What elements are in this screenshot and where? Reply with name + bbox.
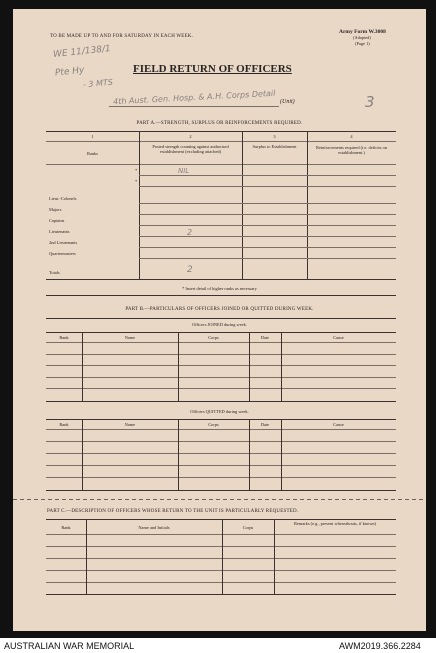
col-header-posted: Posted strength counting against authorised establishment (excluding attached) <box>152 144 229 154</box>
col-header-ranks: Ranks <box>87 151 98 156</box>
part-c-col-corps: Corps <box>242 525 254 530</box>
page-title: FIELD RETURN OF OFFICERS <box>133 63 292 75</box>
fold-line <box>13 499 426 500</box>
col-header-reinforcements: Reinforcements required (i.e. deficits on establishment.) <box>316 145 387 155</box>
quitted-col-name: Name <box>124 422 136 427</box>
form-page-no: (Page 1) <box>355 41 370 46</box>
col-header-surplus: Surplus to Establishment <box>252 144 297 149</box>
rank-lieut-colonels: Lieut.-Colonels <box>49 196 77 201</box>
unit-line <box>109 106 279 107</box>
handwritten-lt-count: 2 <box>187 228 193 237</box>
joined-col-cause: Cause <box>333 335 344 340</box>
form-adapted: (Adapted) <box>353 35 371 40</box>
archive-caption <box>0 638 436 653</box>
joined-col-rank: Rank <box>59 335 69 340</box>
col-number-4: 4 <box>350 134 353 139</box>
handwritten-unit: 4th Aust. Gen. Hosp. & A.H. Corps Detail <box>112 88 276 107</box>
handwritten-nil: NIL <box>178 167 190 175</box>
totals-label: Totals <box>49 270 60 275</box>
quitted-col-cause: Cause <box>333 422 344 427</box>
quitted-title: Officers QUITTED during week. <box>190 409 249 414</box>
col-number-1: 1 <box>91 134 94 139</box>
quitted-col-rank: Rank <box>59 422 69 427</box>
rank-quartermasters: Quartermasters <box>49 251 76 256</box>
part-c-col-name: Name and Initials <box>138 525 170 530</box>
caption-source: AUSTRALIAN WAR MEMORIAL <box>4 641 135 651</box>
part-a-footnote: * Insert detail of higher ranks as necessary <box>182 286 257 291</box>
joined-col-corps: Corps <box>208 335 219 340</box>
form-number: Army Form W.3008 <box>339 29 386 35</box>
quitted-col-corps: Corps <box>208 422 219 427</box>
form-page: TO BE MADE UP TO AND FOR SATURDAY IN EACH WEEK. Army Form W.3008 (Adapted) (Page 1) FIELD RETURN OF OFFICERS (Unit) WE 11/138/1 Pte Hy - 3 MTS 4th Aust. Gen. Hosp. & A.H. Corps Detail 3 PART A.—STRENGTH, SURPLUS OR REINFORCEMENTS REQUIRED. 1 2 3 4 Ranks Posted strength counting against authorised establishment (excluding attached) Surplus to Establishment Reinforcements required (i.e. deficits on establishment.) * * NIL Lieut.-Colonels Majors Captains Lieutenants 2nd Lieutenants Quartermasters 2 Totals 2 * Insert detail of higher ranks as necessary PART B.—PARTICULARS OF OFFICERS JOINED OR QUITTED DURING WEEK. Officers JOINED during week. Rank Name Corps Date Cause Officers QUITTED during week. Rank Name Corps Date Cause PART C.—DESCRIPTION OF OFFICERS WHOSE RETURN TO THE UNIT IS PARTICULARLY REQUESTED. Rank Name and Initials Corps Remarks (e.g., present whereabouts, if known) <box>13 9 426 631</box>
quitted-col-date: Date <box>260 422 270 427</box>
joined-col-date: Date <box>260 335 270 340</box>
col-number-3: 3 <box>273 134 276 139</box>
joined-title: Officers JOINED during week. <box>192 322 247 327</box>
instruction-text: TO BE MADE UP TO AND FOR SATURDAY IN EACH WEEK. <box>50 34 194 39</box>
handwritten-ref: WE 11/138/1 <box>52 44 112 60</box>
handwritten-total: 2 <box>187 265 193 275</box>
part-a-heading: PART A.—STRENGTH, SURPLUS OR REINFORCEMENTS REQUIRED. <box>136 121 303 126</box>
handwritten-mark: 3 <box>365 93 375 111</box>
rank-majors: Majors <box>49 207 62 212</box>
rank-2nd-lieutenants: 2nd Lieutenants <box>49 240 78 245</box>
joined-col-name: Name <box>124 335 136 340</box>
rank-captains: Captains <box>49 218 65 223</box>
part-b-heading: PART B.—PARTICULARS OF OFFICERS JOINED OR QUITTED DURING WEEK. <box>125 307 314 312</box>
handwritten-note-2: - 3 MTS <box>82 77 114 90</box>
part-c-heading: PART C.—DESCRIPTION OF OFFICERS WHOSE RETURN TO THE UNIT IS PARTICULARLY REQUESTED. <box>47 509 299 514</box>
part-c-col-rank: Rank <box>61 525 71 530</box>
rank-lieutenants: Lieutenants <box>49 229 70 234</box>
unit-label: (Unit) <box>280 99 295 105</box>
part-c-col-remarks: Remarks (e.g., present whereabouts, if known) <box>293 521 377 526</box>
caption-accession: AWM2019.366.2284 <box>339 641 421 651</box>
col-number-2: 2 <box>189 134 192 139</box>
handwritten-note: Pte Hy <box>54 65 85 79</box>
